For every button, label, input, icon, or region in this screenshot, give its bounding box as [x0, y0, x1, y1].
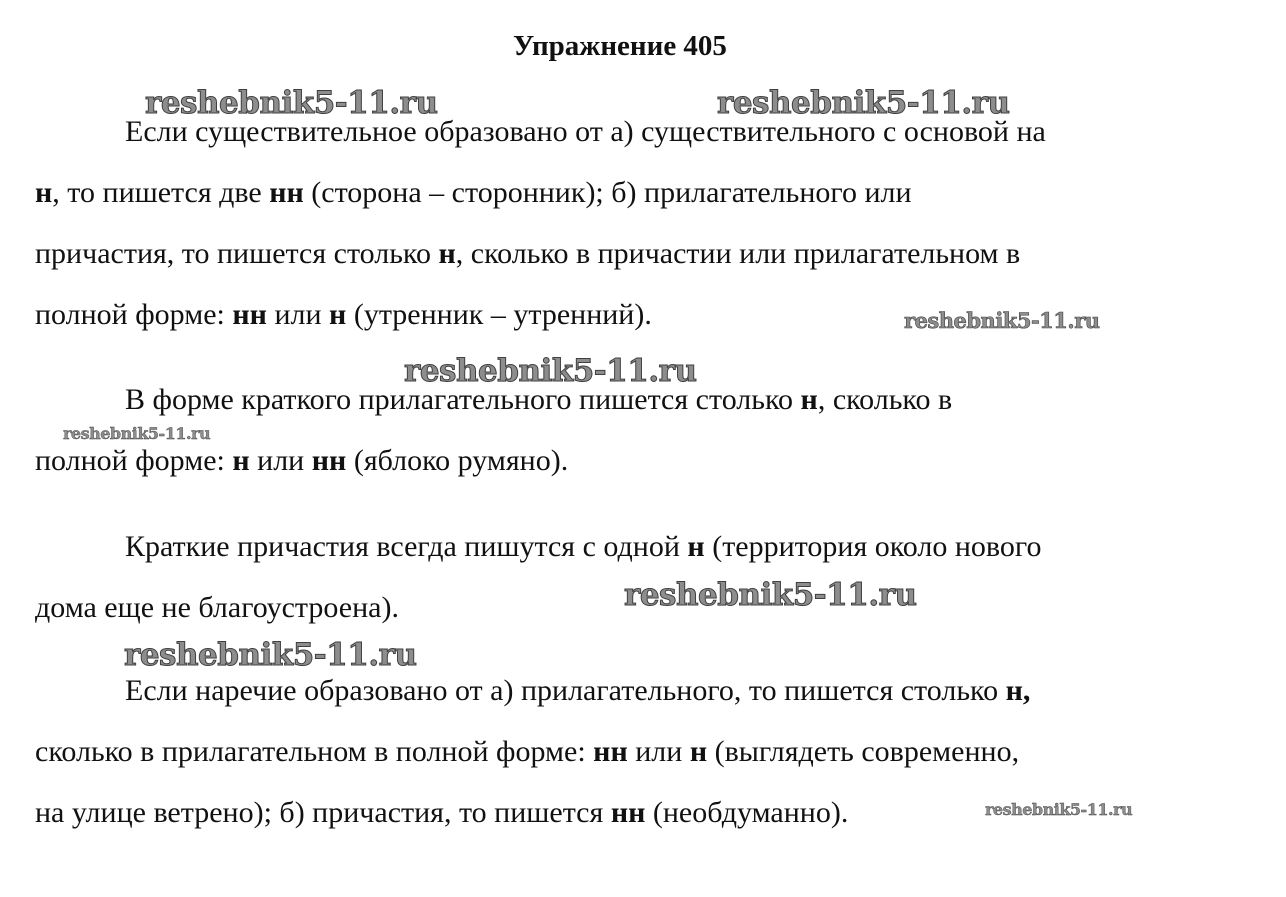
text-line	[35, 162, 1210, 223]
text-line	[35, 660, 1210, 721]
bold-letter: нн	[593, 735, 628, 768]
bold-letter: нн	[269, 176, 304, 209]
bold-letter: нн	[311, 444, 347, 477]
text-segment: причастия, то пишется столько	[35, 237, 439, 270]
text-line	[35, 782, 1210, 843]
text-line	[35, 284, 1210, 345]
bold-letter: н	[800, 383, 818, 416]
text-line	[35, 577, 1210, 638]
text-line	[35, 430, 1210, 491]
text-segment: Если существительное образовано от а) существительного с основой на	[125, 115, 1046, 148]
bold-letter: нн	[232, 298, 267, 331]
text-segment: дома еще не благоустроена).	[35, 591, 399, 624]
text-segment: или	[249, 444, 312, 477]
text-line	[35, 369, 1210, 430]
text-segment: (необдуманно).	[645, 796, 849, 829]
text-segment: , то пишется две	[52, 176, 270, 209]
text-segment: сколько в прилагательном в полной форме:	[35, 735, 594, 768]
page-title: Упражнение 405	[513, 30, 727, 62]
bold-letter: н	[35, 176, 53, 209]
text-segment: Краткие причастия всегда пишутся с одной	[125, 530, 688, 563]
watermark-logo: reshebnik5-11.ru	[404, 353, 697, 389]
text-segment: В форме краткого прилагательного пишется столько	[125, 383, 801, 416]
watermark-logo: reshebnik5-11.ru	[904, 308, 1100, 333]
text-segment: Если наречие образовано от а) прилагательного, то пишется столько	[125, 674, 1006, 707]
bold-letter: н,	[1005, 674, 1031, 707]
text-segment: , сколько в	[817, 383, 953, 416]
text-segment: на улице ветрено); б) причастия, то пишется	[35, 796, 611, 829]
text-segment: (яблоко румяно).	[346, 444, 569, 477]
text-line	[35, 516, 1210, 577]
text-segment: или	[627, 735, 690, 768]
paragraph-1	[35, 101, 1210, 345]
watermark-logo: reshebnik5-11.ru	[624, 577, 917, 613]
text-segment: (утренник – утренний).	[346, 298, 652, 331]
watermark-logo: reshebnik5-11.ru	[124, 637, 417, 673]
text-line	[35, 101, 1210, 162]
text-line	[35, 223, 1210, 284]
paragraph-3	[35, 516, 1210, 638]
paragraph-4	[35, 660, 1210, 843]
watermark-logo: reshebnik5-11.ru	[145, 85, 438, 121]
text-segment: (выглядеть современно,	[707, 735, 1020, 768]
bold-letter: н	[329, 298, 347, 331]
bold-letter: н	[689, 735, 708, 768]
bold-letter: н	[232, 444, 250, 477]
text-segment: полной форме:	[35, 444, 233, 477]
paragraph-2	[35, 369, 1210, 491]
watermark-logo: reshebnik5-11.ru	[63, 424, 211, 443]
text-segment: или	[266, 298, 330, 331]
text-segment: , сколько в причастии или прилагательном в	[455, 237, 1021, 270]
text-segment: (территория около нового	[704, 530, 1042, 563]
bold-letter: н	[687, 530, 705, 563]
bold-letter: нн	[610, 796, 646, 829]
watermark-logo: reshebnik5-11.ru	[985, 800, 1133, 819]
bold-letter: н	[438, 237, 456, 270]
watermark-logo: reshebnik5-11.ru	[717, 85, 1010, 121]
text-line	[35, 721, 1210, 782]
text-segment: полной форме:	[35, 298, 233, 331]
text-segment: (сторона – сторонник); б) прилагательного или	[303, 176, 912, 209]
